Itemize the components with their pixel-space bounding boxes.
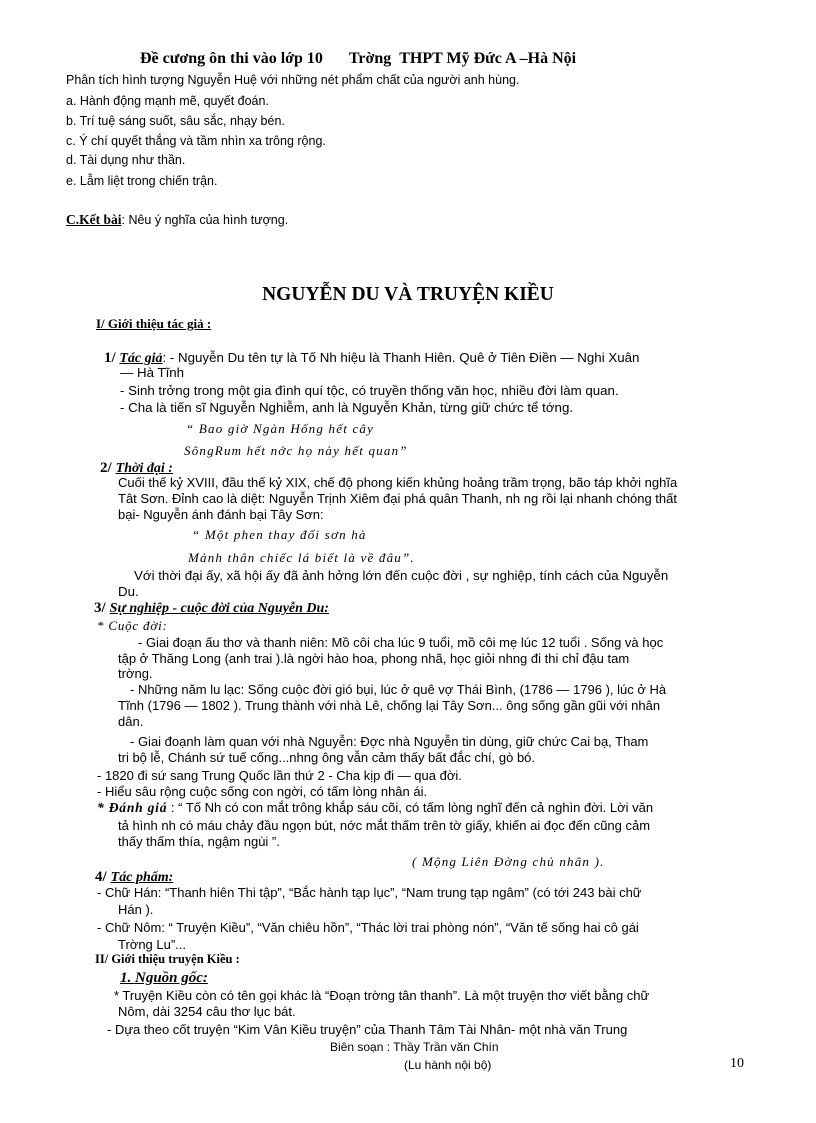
s3-heading bbox=[94, 599, 329, 617]
s3-line-12: tả hình nh có máu chảy đầu ngọn bút, nớc mắt thấm trên tờ giấy, khiến ai đọc đến cũng cảm bbox=[118, 818, 651, 833]
s4-line-2: Hán ). bbox=[118, 902, 154, 917]
s2-line-3: bại- Nguyễn ánh đánh bại Tây Sơn: bbox=[118, 507, 324, 522]
s3-line-7: - Giai đoạnh làm quan với nhà Nguyễn: Đợc nhà Nguyễn tin dùng, giữ chức Cai bạ, Tham bbox=[130, 734, 649, 749]
s4-num: 4/ bbox=[95, 869, 107, 885]
page-title: NGUYỄN DU VÀ TRUYỆN KIỀU bbox=[262, 284, 554, 305]
poem-1-line-2: SôngRum hết nớc họ này hết quan” bbox=[184, 443, 408, 458]
s3-line-8: tri bộ lễ, Chánh sứ tuế cống...nhng ông vẫn cảm thấy bất đắc chí, gò bó. bbox=[118, 750, 536, 765]
page-number: 10 bbox=[730, 1056, 744, 1071]
intro-item-c: c. Ý chí quyết thắng và tầm nhìn xa trông rộng. bbox=[66, 134, 326, 148]
footer-author: Biên soạn : Thầy Trần văn Chín bbox=[330, 1040, 499, 1054]
s2-nguongoc-label: 1. Nguồn gốc: bbox=[120, 970, 208, 986]
intro-analysis: Phân tích hình tượng Nguyễn Huệ với những nét phẩm chất của người anh hùng. bbox=[66, 73, 520, 87]
s3-danhgia-label: * Đánh giá bbox=[97, 800, 168, 815]
s2-nguongoc-line-1: * Truyện Kiều còn có tên gọi khác là “Đoạn trờng tân thanh”. Là một truyện thơ viết bằng chữ bbox=[114, 988, 650, 1003]
s3-line-9: - 1820 đi sứ sang Trung Quốc lần thứ 2 - Cha kịp đi — qua đời. bbox=[97, 768, 462, 783]
s1-cont: — Hà Tĩnh bbox=[120, 365, 185, 380]
s4-line-3: - Chữ Nôm: “ Truyện Kiều”, “Văn chiêu hồn”, “Thác lời trai phòng nón”, “Văn tế sống hai cô gái bbox=[97, 920, 639, 935]
s3-danhgia bbox=[97, 800, 653, 816]
s3-line-5: Tĩnh (1796 — 1802 ). Trung thành với nhà Lê, chống lại Tây Sơn... ông sống gần gũi với nhân bbox=[118, 698, 661, 713]
s2-nguongoc-line-3: - Dựa theo cốt truyện “Kim Vân Kiều truyện” của Thanh Tâm Tài Nhân- một nhà văn Trung bbox=[107, 1022, 628, 1037]
s3-line-13: thấy thấm thía, ngậm ngùi ”. bbox=[118, 834, 280, 849]
s1-tacgia bbox=[104, 350, 639, 367]
ketbai-text: : Nêu ý nghĩa của hình tượng. bbox=[121, 213, 289, 227]
poem-2-line-2: Mảnh thân chiếc lá biết là về đâu”. bbox=[188, 550, 415, 565]
poem-2-line-1: “ Một phen thay đổi sơn hà bbox=[192, 527, 367, 542]
s2-nguongoc-line-2: Nôm, dài 3254 câu thơ lục bát. bbox=[118, 1004, 296, 1019]
s4-heading bbox=[95, 868, 173, 886]
s2-label: Thời đại : bbox=[115, 461, 173, 476]
s3-num: 3/ bbox=[94, 600, 106, 616]
header-school: THPT Mỹ Đức A –Hà Nội bbox=[399, 50, 577, 67]
s3-line-3: trờng. bbox=[118, 666, 153, 681]
s3-line-2: tập ở Thăng Long (anh trai ).là ngời hào hoa, phong nhã, học giỏi nhng đi thi chỉ đậu tam bbox=[118, 651, 630, 666]
ketbai bbox=[66, 210, 288, 231]
section-1-heading: I/ Giới thiệu tác giả : bbox=[96, 316, 212, 331]
section-2-heading: II/ Giới thiệu truyện Kiều : bbox=[95, 952, 240, 966]
s1-text: : - Nguyễn Du tên tự là Tố Nh hiệu là Thanh Hiên. Quê ở Tiên Điền — Nghi Xuân bbox=[162, 350, 640, 365]
s3-line-6: dân. bbox=[118, 714, 144, 729]
s1-bullet-1: - Sinh trởng trong một gia đình quí tộc, có truyền thống văn học, nhiều đời làm quan. bbox=[120, 383, 619, 398]
s2-num: 2/ bbox=[100, 460, 112, 476]
s1-bullet-2: - Cha là tiến sĩ Nguyễn Nghiễm, anh là Nguyễn Khản, từng giữ chức tể tớng. bbox=[120, 400, 574, 415]
footer-note: (Lu hành nội bộ) bbox=[404, 1058, 492, 1072]
s3-line-4: - Những năm lu lạc: Sống cuộc đời gió bụi, lúc ở quê vợ Thái Bình, (1786 — 1796 ), lúc ở Hà bbox=[130, 682, 667, 697]
s1-num: 1/ bbox=[104, 350, 116, 366]
ketbai-label: C.Kết bài bbox=[66, 212, 122, 227]
s3-line-10: - Hiểu sâu rộng cuộc sống con ngời, có tấm lòng nhân ái. bbox=[97, 784, 428, 799]
intro-item-a: a. Hành động mạnh mẽ, quyết đoán. bbox=[66, 94, 269, 108]
header-truong: Trờng bbox=[348, 50, 392, 67]
s3-line-11: : “ Tố Nh có con mắt trông khắp sáu cõi, có tấm lòng nghĩ đến cả nghìn đời. Lời văn bbox=[170, 800, 654, 815]
s2-line-5: Du. bbox=[118, 584, 139, 599]
s3-label: Sự nghiệp - cuộc đời của Nguyễn Du: bbox=[109, 601, 329, 616]
s3-cuocdoi: * Cuộc đời: bbox=[97, 618, 168, 633]
s2-line-1: Cuối thế kỷ XVIII, đầu thế kỷ XIX, chế độ phong kiến khủng hoảng trầm trọng, bão táp khởi nghĩa bbox=[118, 475, 678, 490]
header-course: Đề cương ôn thi vào lớp 10 bbox=[140, 50, 323, 67]
page-header bbox=[140, 50, 576, 68]
intro-item-d: d. Tài dụng như thần. bbox=[66, 153, 186, 167]
s4-line-1: - Chữ Hán: “Thanh hiên Thi tập”, “Bắc hành tạp lục”, “Nam trung tạp ngâm” (có tới 243 bài chữ bbox=[97, 885, 642, 900]
s2-line-2: Tât Sơn. Đỉnh cao là diệt: Nguyễn Trịnh Xiêm đại phá quân Thanh, nh ng rồi lại nhanh chóng thất bbox=[118, 491, 677, 506]
poem-1-line-1: “ Bao giờ Ngàn Hống hết cây bbox=[186, 421, 375, 436]
s1-label: Tác giả bbox=[119, 351, 163, 366]
s3-line-1: - Giai đoạn ấu thơ và thanh niên: Mồ côi cha lúc 9 tuổi, mồ côi mẹ lúc 12 tuổi . Sống và học bbox=[138, 635, 664, 650]
intro-item-b: b. Trí tuệ sáng suốt, sâu sắc, nhạy bén. bbox=[66, 114, 285, 128]
s3-quote-source: ( Mộng Liên Đờng chủ nhân ). bbox=[412, 854, 605, 869]
intro-item-e: e. Lẫm liệt trong chiến trận. bbox=[66, 174, 218, 188]
s4-line-4: Trờng Lu”... bbox=[118, 937, 187, 952]
s4-label: Tác phẩm: bbox=[110, 870, 174, 885]
s2-line-4: Với thời đại ấy, xã hội ấy đã ảnh hởng lớn đến cuộc đời , sự nghiệp, tính cách của Nguyễn bbox=[134, 568, 669, 583]
